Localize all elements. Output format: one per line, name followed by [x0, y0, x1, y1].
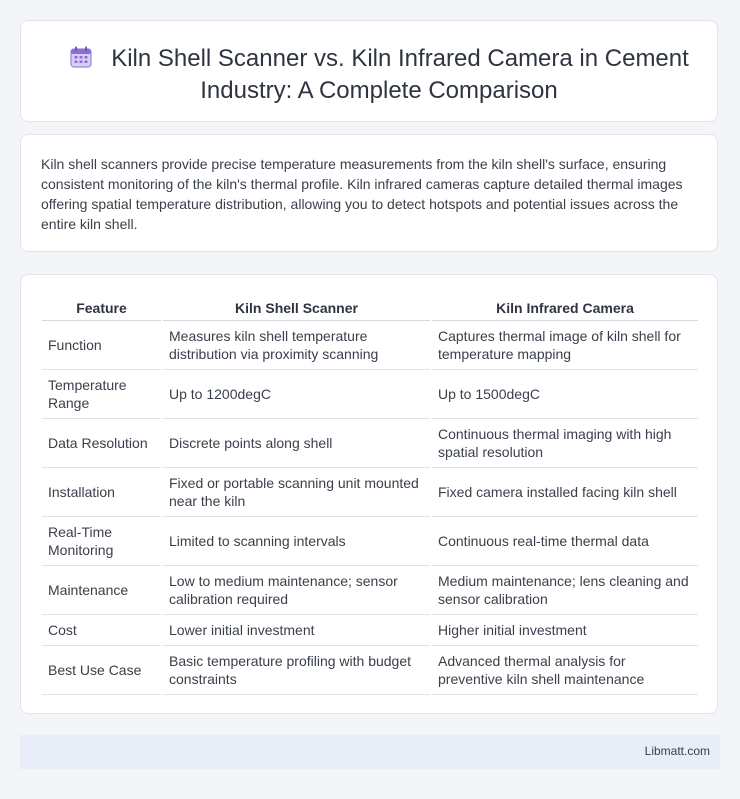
header-kiln-infrared-camera: Kiln Infrared Camera: [431, 296, 698, 321]
scanner-cell: Limited to scanning intervals: [162, 517, 431, 566]
table-row: [42, 370, 698, 419]
feature-cell: Installation: [42, 468, 162, 517]
scanner-cell: Lower initial investment: [162, 615, 431, 646]
feature-cell: Function: [42, 321, 162, 370]
footer-bar: [20, 735, 720, 769]
intro-paragraph: Kiln shell scanners provide precise temperature measurements from the kiln shell's surface, ensuring consistent monitoring of the kiln's thermal profile. Kiln infrared cameras capture detailed thermal images offering spatial temperature distribution, allowing you to detect hotspots and potential issues across the entire kiln shell.: [41, 156, 683, 232]
title-card: [20, 20, 718, 122]
scanner-cell: Low to medium maintenance; sensor calibration required: [162, 566, 431, 615]
feature-cell: Cost: [42, 615, 162, 646]
intro-card: [20, 134, 718, 252]
page-title: [61, 44, 697, 105]
scanner-cell: Up to 1200degC: [162, 370, 431, 419]
calendar-icon: [69, 45, 93, 76]
camera-cell: Advanced thermal analysis for preventive kiln shell maintenance: [431, 646, 698, 695]
scanner-cell: Basic temperature profiling with budget constraints: [162, 646, 431, 695]
feature-cell: Data Resolution: [42, 419, 162, 468]
table-row: [42, 321, 698, 370]
header-feature: Feature: [42, 296, 162, 321]
comparison-table: [42, 296, 698, 695]
scanner-cell: Fixed or portable scanning unit mounted near the kiln: [162, 468, 431, 517]
comparison-card: [20, 274, 718, 714]
feature-cell: Maintenance: [42, 566, 162, 615]
table-row: [42, 646, 698, 695]
table-header-row: [42, 296, 698, 321]
camera-cell: Higher initial investment: [431, 615, 698, 646]
page-title-text: Kiln Shell Scanner vs. Kiln Infrared Camera in Cement Industry: A Complete Comparison: [111, 45, 689, 104]
camera-cell: Continuous real-time thermal data: [431, 517, 698, 566]
header-kiln-shell-scanner: Kiln Shell Scanner: [162, 296, 431, 321]
camera-cell: Medium maintenance; lens cleaning and sensor calibration: [431, 566, 698, 615]
table-row: [42, 615, 698, 646]
table-row: [42, 517, 698, 566]
table-row: [42, 419, 698, 468]
camera-cell: Up to 1500degC: [431, 370, 698, 419]
feature-cell: Real-Time Monitoring: [42, 517, 162, 566]
table-row: [42, 468, 698, 517]
scanner-cell: Discrete points along shell: [162, 419, 431, 468]
table-row: [42, 566, 698, 615]
footer-site-link[interactable]: Libmatt.com: [644, 744, 710, 758]
camera-cell: Continuous thermal imaging with high spatial resolution: [431, 419, 698, 468]
camera-cell: Captures thermal image of kiln shell for temperature mapping: [431, 321, 698, 370]
feature-cell: Best Use Case: [42, 646, 162, 695]
scanner-cell: Measures kiln shell temperature distribution via proximity scanning: [162, 321, 431, 370]
feature-cell: Temperature Range: [42, 370, 162, 419]
camera-cell: Fixed camera installed facing kiln shell: [431, 468, 698, 517]
